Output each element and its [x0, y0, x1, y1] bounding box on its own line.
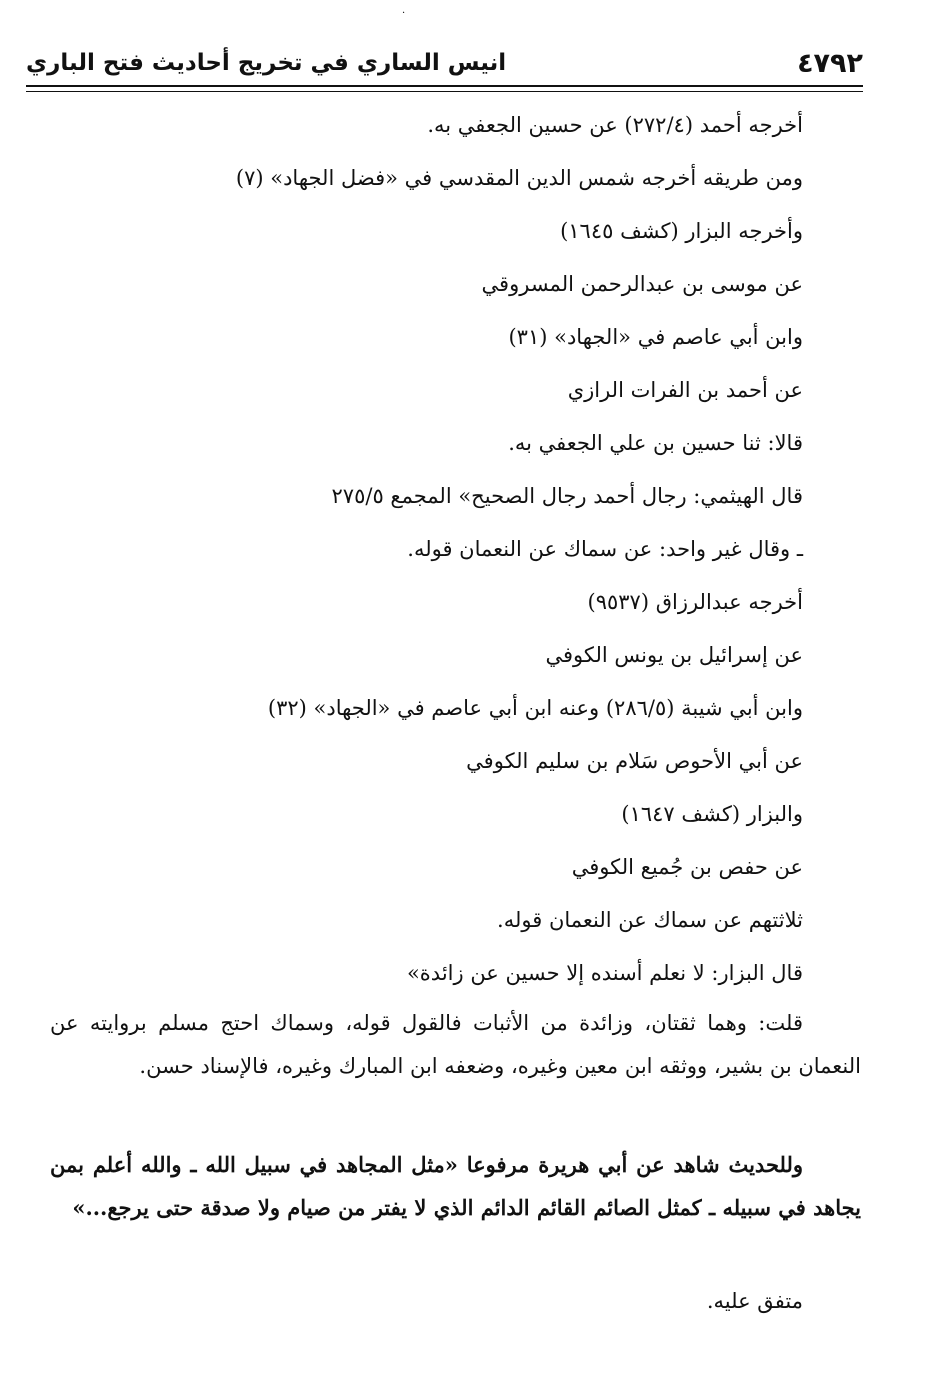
hadith-paragraph: [50, 1143, 861, 1229]
paragraph-first-line: قلت: وهما ثقتان، وزائدة من الأثبات فالقول قوله، وسماك احتج مسلم بروايته: [89, 1011, 803, 1035]
running-title: انيس الساري في تخريج أحاديث فتح الباري: [26, 50, 507, 76]
text-line: عن أبي الأحوص سَلام بن سليم الكوفي: [466, 749, 803, 773]
commentary-paragraph: [50, 1002, 861, 1088]
paragraph-continuation: عن النعمان بن بشير، ووثقه ابن معين وغيره، وضعفه ابن المبارك وغيره، فالإسناد حسن.: [50, 1011, 861, 1078]
text-line: قالا: ثنا حسين بن علي الجعفي به.: [508, 431, 803, 455]
text-line: قال الهيثمي: رجال أحمد رجال الصحيح» المجمع ٢٧٥/٥: [331, 484, 803, 508]
text-line: عن إسرائيل بن يونس الكوفي: [545, 643, 803, 667]
text-line: ومن طريقه أخرجه شمس الدين المقدسي في «فضل الجهاد» (٧): [235, 166, 803, 190]
text-line: ـ وقال غير واحد: عن سماك عن النعمان قوله.: [407, 537, 803, 561]
paragraph-first-line: وللحديث شاهد عن أبي هريرة مرفوعا «مثل المجاهد في سبيل الله ـ والله أعلم: [92, 1152, 803, 1177]
text-line: ثلاثتهم عن سماك عن النعمان قوله.: [497, 908, 803, 932]
text-line: عن حفص بن جُميع الكوفي: [571, 855, 803, 879]
text-line: عن أحمد بن الفرات الرازي: [567, 378, 803, 402]
paragraph-continuation: بمن يجاهد في سبيله ـ كمثل الصائم القائم الدائم الذي لا يفتر من صيام ولا صدقة حتى يرجع...»: [50, 1152, 861, 1220]
text-line: أخرجه أحمد (٢٧٢/٤) عن حسين الجعفي به.: [427, 113, 803, 137]
text-line: وابن أبي عاصم في «الجهاد» (٣١): [508, 325, 803, 349]
text-line: والبزار (كشف ١٦٤٧): [621, 802, 803, 826]
text-line: عن موسى بن عبدالرحمن المسروقي: [481, 272, 803, 296]
closing-line: متفق عليه.: [706, 1289, 803, 1313]
text-line: وابن أبي شيبة (٢٨٦/٥) وعنه ابن أبي عاصم في «الجهاد» (٣٢): [267, 696, 803, 720]
text-line: أخرجه عبدالرزاق (٩٥٣٧): [587, 590, 803, 614]
page-number: ٤٧٩٢: [797, 47, 863, 79]
scan-dot: ·: [402, 8, 406, 19]
text-line: قال البزار: لا نعلم أسنده إلا حسين عن زائدة»: [406, 961, 803, 985]
text-line: وأخرجه البزار (كشف ١٦٤٥): [560, 219, 803, 243]
